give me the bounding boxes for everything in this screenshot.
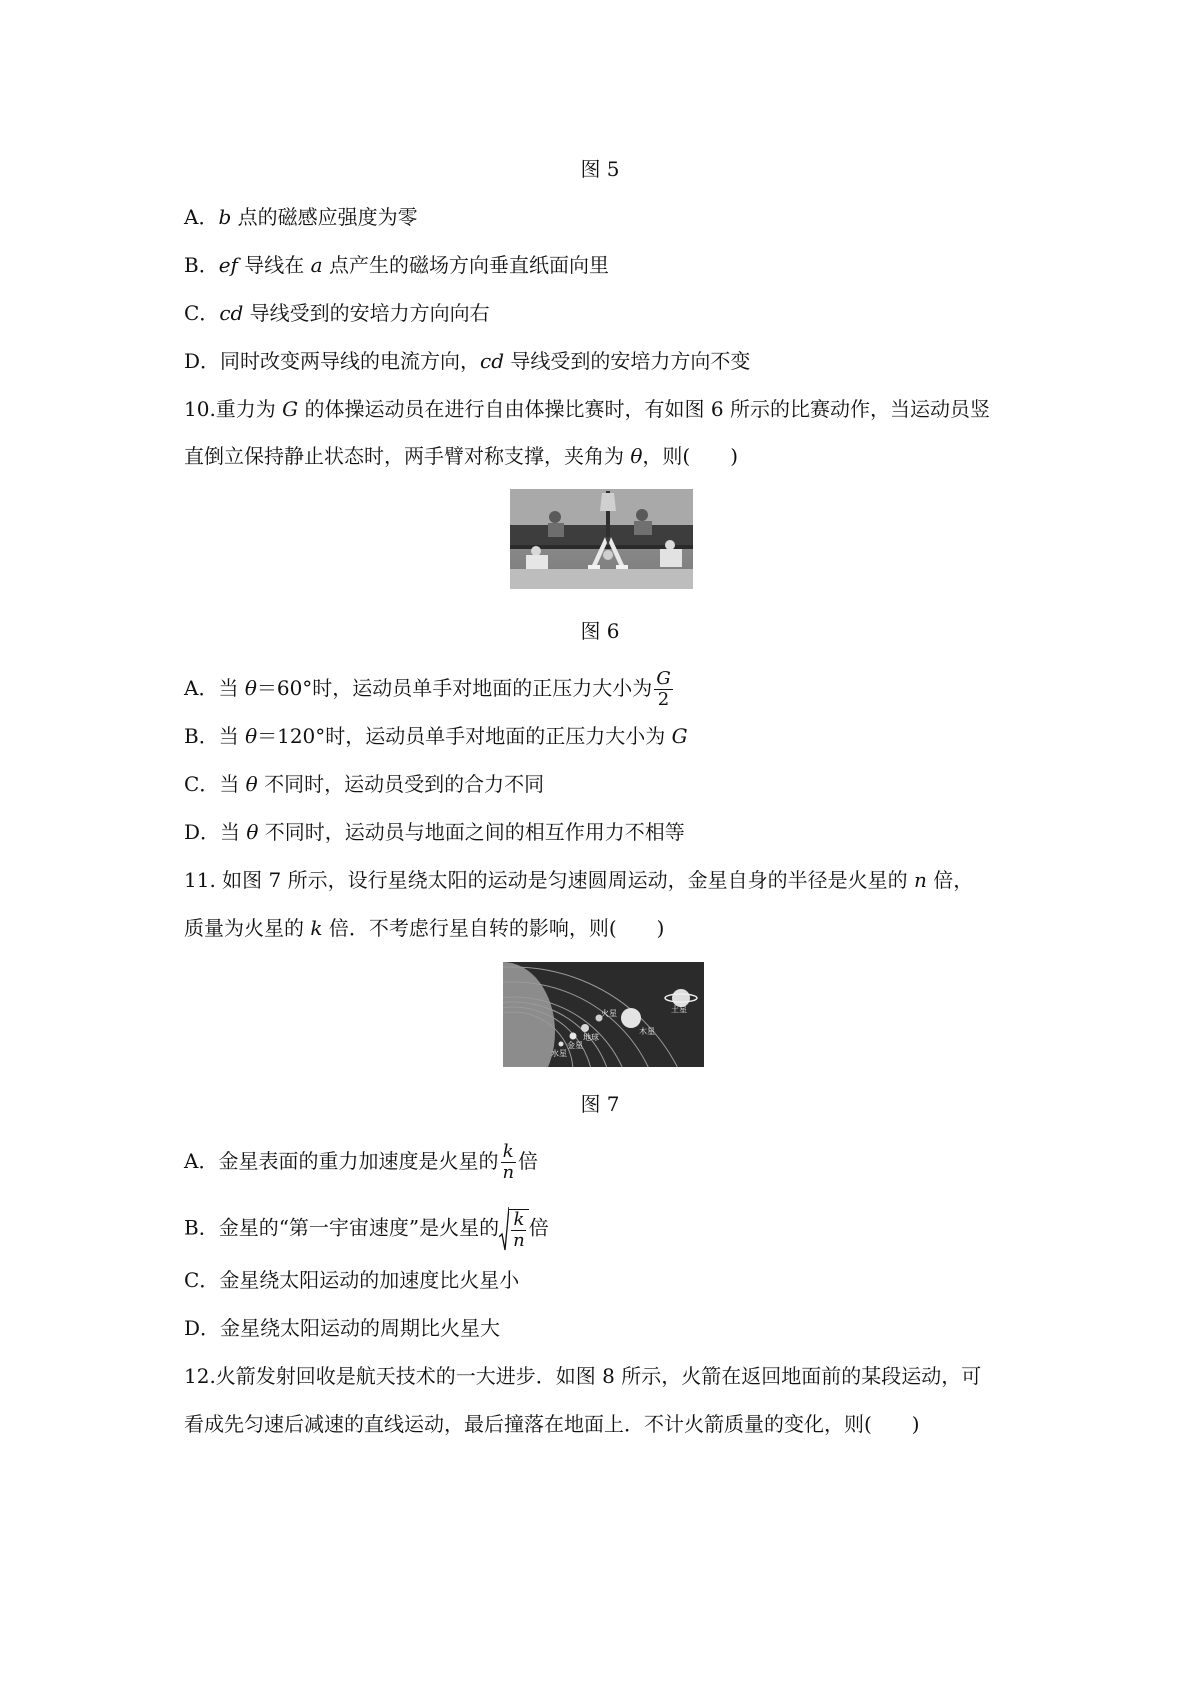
mercury-label: 水星: [551, 1049, 567, 1058]
stem-text: 质量为火星的: [184, 916, 311, 940]
jupiter-label: 木星: [639, 1027, 655, 1036]
option-letter: D．: [184, 349, 221, 373]
option-text: 当: [218, 676, 245, 700]
q9-option-b: [184, 251, 609, 279]
var: n: [913, 868, 927, 892]
q10-option-a: [184, 670, 675, 709]
figure-6-gymnast-photo: [510, 489, 693, 589]
option-text: 金星绕太阳运动的周期比火星大: [220, 1316, 501, 1340]
option-text: 导线受到的安培力方向向右: [243, 301, 490, 325]
stem-text: 直倒立保持静止状态时，两手臂对称支撑，夹角为: [184, 444, 631, 468]
option-text: ＝60°时，运动员单手对地面的正压力大小为: [256, 676, 653, 700]
q11-option-d: [184, 1314, 500, 1342]
stem-text: ，则( ): [642, 444, 739, 468]
option-letter: C．: [184, 772, 220, 796]
var: cd: [219, 301, 244, 325]
fraction-denominator: n: [513, 1229, 525, 1251]
q9-option-d: [184, 347, 750, 375]
stem-text: 11. 如图 7 所示，设行星绕太阳的运动是匀速圆周运动，金星自身的半径是火星的: [184, 868, 914, 892]
saturn-label: 土星: [671, 1005, 687, 1014]
q10-stem-line1: [184, 395, 990, 423]
stem-text: 倍．不考虑行星自转的影响，则( ): [322, 916, 665, 940]
option-letter: B．: [184, 1215, 219, 1240]
option-text: 当: [218, 724, 246, 748]
figure-7-caption: 图 7: [580, 1092, 620, 1116]
option-text: 同时改变两导线的电流方向，: [220, 349, 481, 373]
figure-6-caption: 图 6: [580, 619, 620, 643]
option-text: 金星表面的重力加速度是火星的: [218, 1149, 499, 1173]
q11-stem-line1: [184, 866, 973, 894]
option-text: 不同时，运动员受到的合力不同: [257, 772, 545, 796]
var: a: [310, 253, 323, 277]
var: θ: [630, 444, 643, 468]
var: θ: [246, 820, 259, 844]
fraction-numerator: k: [502, 1141, 514, 1162]
var: G: [671, 724, 688, 748]
var: k: [310, 916, 323, 940]
option-text: 金星绕太阳运动的加速度比火星小: [219, 1268, 520, 1292]
q11-option-c: [184, 1266, 519, 1294]
var: cd: [480, 349, 505, 373]
square-root: [499, 1207, 529, 1251]
option-text: 点的磁感应强度为零: [231, 205, 418, 229]
option-text: 导线在: [237, 253, 311, 277]
fraction: [654, 670, 672, 709]
option-letter: C．: [184, 1268, 220, 1292]
fraction: [500, 1143, 516, 1182]
var: θ: [245, 724, 258, 748]
var: θ: [244, 676, 257, 700]
figure-7-solar-system: [503, 962, 704, 1067]
option-letter: B．: [184, 253, 219, 277]
q9-option-c: [184, 299, 490, 327]
mercury-planet-icon: [559, 1042, 564, 1047]
q9-option-a: [184, 203, 418, 231]
fraction: [511, 1208, 527, 1251]
option-text: 点产生的磁场方向垂直纸面向里: [322, 253, 609, 277]
q11-stem-line2: [184, 914, 664, 942]
option-text: ＝120°时，运动员单手对地面的正压力大小为: [257, 724, 672, 748]
q10-option-c: [184, 770, 544, 798]
figure-5-caption: 图 5: [580, 157, 620, 181]
option-text: 导线受到的安培力方向不变: [504, 349, 751, 373]
stem-text: 的体操运动员在进行自由体操比赛时，有如图 6 所示的比赛动作，当运动员竖: [298, 397, 990, 421]
q12-stem-line2: 看成先匀速后减速的直线运动，最后撞落在地面上．不计火箭质量的变化，则( ): [184, 1412, 920, 1436]
option-letter: D．: [184, 820, 221, 844]
fraction-denominator: 2: [657, 689, 670, 710]
q10-option-d: [184, 818, 685, 846]
fraction-numerator: k: [513, 1208, 525, 1230]
venus-label: 金星: [567, 1041, 583, 1050]
var: ef: [218, 253, 238, 277]
venus-planet-icon: [570, 1033, 577, 1040]
fraction-denominator: n: [502, 1162, 515, 1183]
q11-option-a: [184, 1143, 538, 1182]
radical-sign-icon: [499, 1207, 509, 1251]
option-letter: C．: [184, 301, 220, 325]
q10-stem-line2: [184, 442, 738, 470]
option-text: 当: [220, 820, 247, 844]
q10-option-b: [184, 722, 688, 750]
option-letter: A．: [184, 205, 219, 229]
stem-text: 倍，: [926, 868, 974, 892]
q12-stem-line1: 12.火箭发射回收是航天技术的一大进步．如图 8 所示，火箭在返回地面前的某段运动，可: [184, 1364, 982, 1388]
option-text: 当: [219, 772, 246, 796]
earth-label: 地球: [583, 1033, 599, 1042]
mars-label: 火星: [601, 1009, 617, 1018]
var: θ: [245, 772, 258, 796]
var: G: [282, 397, 299, 421]
earth-planet-icon: [581, 1024, 589, 1032]
option-text: 倍: [518, 1149, 539, 1173]
q11-option-b: [184, 1207, 549, 1251]
option-letter: D．: [184, 1316, 221, 1340]
var: b: [218, 205, 232, 229]
stem-text: 10.重力为: [184, 397, 283, 421]
option-text: 倍: [528, 1215, 549, 1240]
jupiter-planet-icon: [621, 1008, 641, 1028]
option-text: 金星的“第一宇宙速度”是火星的: [218, 1215, 500, 1240]
option-letter: A．: [184, 1149, 219, 1173]
option-letter: A．: [184, 676, 219, 700]
option-letter: B．: [184, 724, 219, 748]
option-text: 不同时，运动员与地面之间的相互作用力不相等: [258, 820, 685, 844]
fraction-numerator: G: [656, 668, 671, 689]
